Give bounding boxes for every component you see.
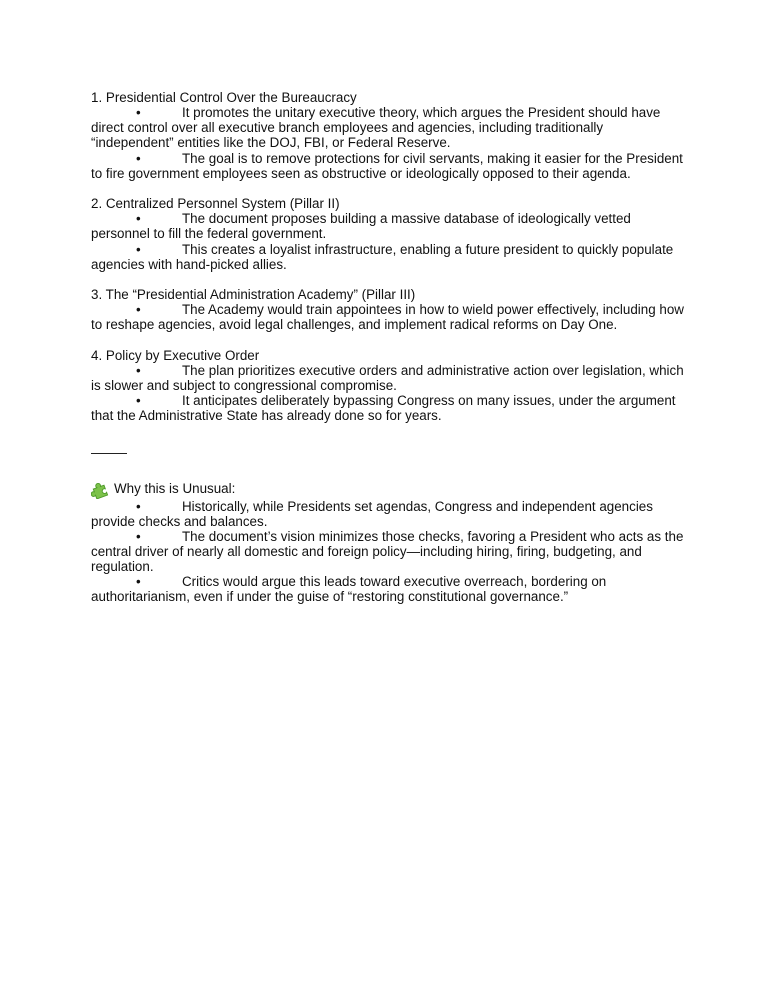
bullet-item: • The document proposes building a massive database of ideologically vetted personnel to fill the federal government.	[91, 211, 631, 242]
why-section	[91, 480, 687, 605]
document-body	[91, 90, 687, 605]
section-1	[91, 90, 687, 181]
why-heading: Why this is Unusual:	[114, 481, 236, 497]
bullet-item: • The goal is to remove protections for civil servants, making it easier for the President to fire government employees seen as obstructive or ideologically opposed to their agenda.	[91, 150, 683, 181]
section-3	[91, 287, 687, 332]
bullet-item: • This creates a loyalist infrastructure, enabling a future president to quickly populate agencies with hand-picked allies.	[91, 241, 674, 272]
bullet-item: • It anticipates deliberately bypassing Congress on many issues, under the argument that the Administrative State has already done so for years.	[91, 393, 676, 424]
bullet-item: • The document’s vision minimizes those checks, favoring a President who acts as the central driver of nearly all domestic and foreign policy—including hiring, firing, budgeting, and regulation.	[91, 528, 684, 575]
bullet-marker: •	[136, 105, 141, 121]
bullet-marker: •	[136, 498, 141, 514]
bullet-marker: •	[136, 241, 141, 257]
section-heading: 1. Presidential Control Over the Bureaucracy	[91, 90, 357, 105]
bullet-marker: •	[136, 574, 141, 590]
section-4	[91, 348, 687, 424]
bullet-marker: •	[136, 302, 141, 318]
bullet-item: • Critics would argue this leads toward executive overreach, bordering on authoritarianism, even if under the guise of “restoring constitutional governance.”	[91, 574, 607, 605]
puzzle-piece-icon	[91, 480, 110, 499]
horizontal-rule	[91, 453, 127, 468]
section-heading: 2. Centralized Personnel System (Pillar II)	[91, 196, 340, 212]
bullet-item: • The Academy would train appointees in how to wield power effectively, including how to reshape agencies, avoid legal challenges, and implement radical reforms on Day One.	[91, 302, 684, 333]
bullet-marker: •	[136, 393, 141, 409]
bullet-marker: •	[136, 211, 141, 227]
bullet-item: • The plan prioritizes executive orders and administrative action over legislation, which is slower and subject to congressional compromise.	[91, 362, 684, 393]
section-heading: 3. The “Presidential Administration Academy” (Pillar III)	[91, 287, 416, 302]
section-2	[91, 196, 687, 272]
bullet-item: • It promotes the unitary executive theory, which argues the President should have direct control over all executive branch employees and agencies, including traditionally “independent” entities like the DOJ, FBI, or Federal Reserve.	[91, 105, 661, 151]
bullet-marker: •	[136, 362, 141, 378]
bullet-item: • Historically, while Presidents set agendas, Congress and independent agencies provide checks and balances.	[91, 498, 653, 529]
section-heading: 4. Policy by Executive Order	[91, 347, 260, 363]
bullet-marker: •	[136, 528, 141, 544]
bullet-marker: •	[136, 150, 141, 166]
